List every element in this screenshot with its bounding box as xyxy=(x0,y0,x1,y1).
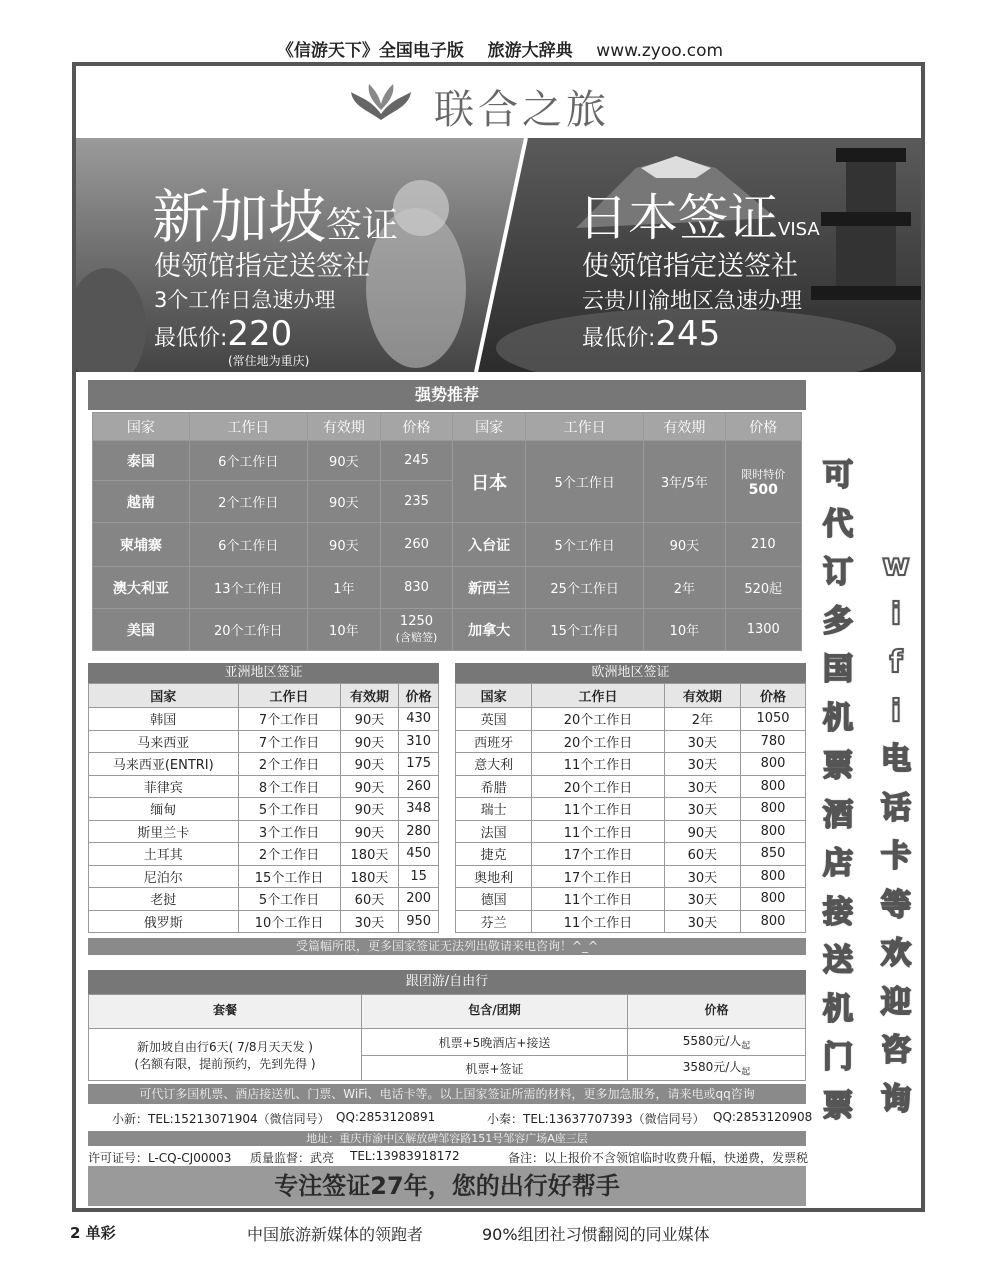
price-cell: 800 xyxy=(741,798,806,821)
europe-title: 欧洲地区签证 xyxy=(455,663,806,683)
price-cell: 780 xyxy=(741,730,806,753)
workdays-cell: 5个工作日 xyxy=(526,441,644,523)
side-char: 询 xyxy=(881,1081,911,1117)
workdays-cell: 8个工作日 xyxy=(238,775,340,798)
side-char: w xyxy=(882,548,910,583)
quality-supervisor: 质量监督：武亮 xyxy=(250,1151,335,1165)
workdays-cell: 5个工作日 xyxy=(238,888,340,911)
workdays-cell: 20个工作日 xyxy=(532,730,665,753)
japan-title: 日本签证VISA xyxy=(578,189,820,247)
country-cell: 日本 xyxy=(453,441,526,523)
table-row xyxy=(456,753,806,776)
table-row xyxy=(456,730,806,753)
option-cell: 机票+5晚酒店+接送 xyxy=(362,1029,628,1056)
price-cell: 830 xyxy=(380,567,452,609)
price-cell: 15 xyxy=(399,865,439,888)
europe-visa-table xyxy=(455,683,806,933)
workdays-cell: 2个工作日 xyxy=(189,481,307,523)
price-cell xyxy=(380,609,452,651)
validity-cell: 1年 xyxy=(307,567,380,609)
package-cell xyxy=(89,1029,362,1081)
page-number: 2 单彩 xyxy=(70,1224,116,1242)
col-header: 价格 xyxy=(725,413,801,441)
country-cell: 韩国 xyxy=(89,708,239,731)
price-cell: 175 xyxy=(399,753,439,776)
col-header: 工作日 xyxy=(238,684,340,708)
country-cell: 意大利 xyxy=(456,753,532,776)
japan-line1: 使领馆指定送签社 xyxy=(582,251,798,282)
workdays-cell: 17个工作日 xyxy=(532,865,665,888)
side-text-services xyxy=(818,452,858,1131)
validity-cell: 60天 xyxy=(340,888,399,911)
table-row xyxy=(456,798,806,821)
validity-cell: 30天 xyxy=(664,775,740,798)
country-cell: 英国 xyxy=(456,708,532,731)
col-header: 工作日 xyxy=(526,413,644,441)
table-row xyxy=(89,820,439,843)
validity-cell: 10年 xyxy=(644,609,725,651)
price-cell: 3580元/人$_起$ xyxy=(628,1056,806,1081)
side-char: 咨 xyxy=(881,1033,911,1068)
country-cell: 法国 xyxy=(456,820,532,843)
side-char: 话 xyxy=(881,790,911,826)
workdays-cell: 7个工作日 xyxy=(238,708,340,731)
country-cell: 西班牙 xyxy=(456,730,532,753)
table-row xyxy=(89,798,439,821)
country-cell: 瑞士 xyxy=(456,798,532,821)
table-row xyxy=(93,567,802,609)
validity-cell: 2年 xyxy=(664,708,740,731)
notice-bar: 受篇幅所限，更多国家签证无法列出敬请来电咨询！^_^ xyxy=(88,938,806,955)
side-char: 店 xyxy=(823,846,853,881)
singapore-price: 最低价:220 xyxy=(154,314,293,354)
col-header: 国家 xyxy=(456,684,532,708)
side-char: 可 xyxy=(823,458,853,493)
country-cell: 捷克 xyxy=(456,843,532,866)
contact-2: 小秦：TEL:13637707393（微信同号） xyxy=(487,1112,705,1126)
workdays-cell: 5个工作日 xyxy=(526,523,644,567)
table-row xyxy=(89,753,439,776)
table-row xyxy=(456,708,806,731)
price-cell: 260 xyxy=(380,523,452,567)
table-row xyxy=(456,910,806,933)
validity-cell: 30天 xyxy=(664,865,740,888)
validity-cell: 90天 xyxy=(340,820,399,843)
table-row xyxy=(456,843,806,866)
japan-price: 最低价:245 xyxy=(582,314,721,354)
country-cell: 越南 xyxy=(93,481,190,523)
validity-cell: 30天 xyxy=(664,753,740,776)
country-cell: 土耳其 xyxy=(89,843,239,866)
featured-table xyxy=(92,412,802,651)
workdays-cell: 11个工作日 xyxy=(532,910,665,933)
side-char: i xyxy=(890,596,902,632)
workdays-cell: 13个工作日 xyxy=(189,567,307,609)
col-header: 国家 xyxy=(93,413,190,441)
country-cell: 斯里兰卡 xyxy=(89,820,239,843)
col-header: 有效期 xyxy=(340,684,399,708)
table-row xyxy=(89,910,439,933)
services-bar: 可代订多国机票、酒店接送机、门票、WiFi、电话卡等。以上国家签证所需的材料，更多加急服务，请来电或qq咨询 xyxy=(88,1084,806,1104)
col-header: 价格 xyxy=(741,684,806,708)
table-row xyxy=(93,609,802,651)
country-cell: 老挝 xyxy=(89,888,239,911)
workdays-cell: 11个工作日 xyxy=(532,888,665,911)
col-header: 价格 xyxy=(628,995,806,1029)
validity-cell: 90天 xyxy=(664,820,740,843)
tour-title: 跟团游/自由行 xyxy=(88,970,806,994)
address-bar: 地址：重庆市渝中区解放碑邹容路151号邹容广场A座三层 xyxy=(88,1131,806,1146)
slogan-bar: 专注签证27年，您的出行好帮手 xyxy=(88,1166,806,1206)
col-header: 套餐 xyxy=(89,995,362,1029)
validity-cell: 90天 xyxy=(307,523,380,567)
validity-cell: 90天 xyxy=(644,523,725,567)
option-cell: 机票+签证 xyxy=(362,1056,628,1081)
side-char: 门 xyxy=(823,1040,853,1075)
workdays-cell: 2个工作日 xyxy=(238,753,340,776)
validity-cell: 90天 xyxy=(340,798,399,821)
price-value: 1250 xyxy=(399,614,434,629)
country-cell: 马来西亚 xyxy=(89,730,239,753)
license-number: 许可证号：L-CQ-CJ00003 xyxy=(88,1151,232,1165)
qq-2: QQ:2853120908 xyxy=(713,1110,813,1124)
col-header: 有效期 xyxy=(644,413,725,441)
supervisor-tel: TEL:13983918172 xyxy=(350,1149,460,1163)
validity-cell: 90天 xyxy=(307,441,380,481)
validity-cell: 30天 xyxy=(664,730,740,753)
price-cell: 800 xyxy=(741,865,806,888)
table-row xyxy=(456,888,806,911)
singapore-title: 新加坡签证 xyxy=(152,183,399,251)
package-name: 新加坡自由行6天( 7/8月天天发 ) xyxy=(137,1039,313,1054)
table-row xyxy=(89,730,439,753)
country-cell: 马来西亚(ENTRI) xyxy=(89,753,239,776)
country-cell: 德国 xyxy=(456,888,532,911)
validity-cell: 60天 xyxy=(664,843,740,866)
price-cell xyxy=(725,441,801,523)
table-row xyxy=(456,820,806,843)
col-header: 国家 xyxy=(453,413,526,441)
price-cell: 280 xyxy=(399,820,439,843)
col-header: 价格 xyxy=(399,684,439,708)
workdays-cell: 20个工作日 xyxy=(532,708,665,731)
validity-cell: 90天 xyxy=(340,708,399,731)
side-char: 卡 xyxy=(881,839,911,874)
publication-name: 《信游天下》全国电子版 xyxy=(276,41,464,61)
side-char: f xyxy=(889,645,903,680)
table-row xyxy=(456,775,806,798)
table-row xyxy=(93,441,802,481)
country-cell: 美国 xyxy=(93,609,190,651)
price-cell: 800 xyxy=(741,753,806,776)
asia-visa-table xyxy=(88,683,439,933)
workdays-cell: 6个工作日 xyxy=(189,523,307,567)
side-char: 代 xyxy=(823,506,853,542)
side-char: 机 xyxy=(823,700,853,736)
price-cell: 1050 xyxy=(741,708,806,731)
price-cell: 430 xyxy=(399,708,439,731)
price-cell: 950 xyxy=(399,910,439,933)
table-row xyxy=(89,888,439,911)
side-char: 机 xyxy=(823,991,853,1027)
validity-cell: 30天 xyxy=(664,798,740,821)
price-cell: 235 xyxy=(380,481,452,523)
price-cell: 348 xyxy=(399,798,439,821)
workdays-cell: 6个工作日 xyxy=(189,441,307,481)
price-cell: 850 xyxy=(741,843,806,866)
japan-line2: 云贵川渝地区急速办理 xyxy=(582,289,803,314)
col-header: 有效期 xyxy=(307,413,380,441)
validity-cell: 2年 xyxy=(644,567,725,609)
workdays-cell: 15个工作日 xyxy=(526,609,644,651)
side-char: 电 xyxy=(881,742,911,777)
price-cell: 310 xyxy=(399,730,439,753)
col-header: 工作日 xyxy=(532,684,665,708)
validity-cell: 90天 xyxy=(340,753,399,776)
validity-cell: 180天 xyxy=(340,843,399,866)
footer-tagline-2: 90%组团社习惯翻阅的同业媒体 xyxy=(482,1225,710,1244)
validity-cell: 30天 xyxy=(664,888,740,911)
col-header: 价格 xyxy=(380,413,452,441)
workdays-cell: 7个工作日 xyxy=(238,730,340,753)
side-text-wifi xyxy=(876,542,916,1124)
validity-cell: 90天 xyxy=(340,775,399,798)
price-note: (含赔签) xyxy=(395,631,438,644)
workdays-cell: 15个工作日 xyxy=(238,865,340,888)
country-cell: 芬兰 xyxy=(456,910,532,933)
table-row xyxy=(93,523,802,567)
singapore-line2: 3个工作日急速办理 xyxy=(154,288,336,312)
qq-1: QQ:2853120891 xyxy=(336,1110,436,1124)
country-cell: 入台证 xyxy=(453,523,526,567)
country-cell: 加拿大 xyxy=(453,609,526,651)
workdays-cell: 5个工作日 xyxy=(238,798,340,821)
promo-price: 500 xyxy=(748,481,778,498)
side-char: 票 xyxy=(823,749,853,784)
table-row xyxy=(89,865,439,888)
validity-cell: 180天 xyxy=(340,865,399,888)
side-char: 订 xyxy=(823,555,853,590)
workdays-cell: 17个工作日 xyxy=(532,843,665,866)
price-cell: 1300 xyxy=(725,609,801,651)
country-cell: 新西兰 xyxy=(453,567,526,609)
publication-header xyxy=(0,36,1000,61)
country-cell: 缅甸 xyxy=(89,798,239,821)
country-cell: 奥地利 xyxy=(456,865,532,888)
price-cell: 210 xyxy=(725,523,801,567)
brand-name: 联合之旅 xyxy=(434,87,610,133)
price-cell: 520起 xyxy=(725,567,801,609)
price-cell: 800 xyxy=(741,775,806,798)
side-char: 欢 xyxy=(881,936,911,971)
side-char: 票 xyxy=(823,1088,853,1124)
price-cell: 245 xyxy=(380,441,452,481)
footer-tagline-1: 中国旅游新媒体的领跑者 xyxy=(247,1225,424,1244)
table-row xyxy=(89,708,439,731)
singapore-note: (常住地为重庆) xyxy=(228,354,310,368)
validity-cell: 30天 xyxy=(664,910,740,933)
featured-title: 强势推荐 xyxy=(88,380,806,410)
workdays-cell: 25个工作日 xyxy=(526,567,644,609)
side-char: 国 xyxy=(823,652,853,687)
table-row xyxy=(89,1029,806,1056)
side-char: i xyxy=(890,693,902,729)
workdays-cell: 11个工作日 xyxy=(532,798,665,821)
workdays-cell: 3个工作日 xyxy=(238,820,340,843)
table-row xyxy=(456,865,806,888)
table-row xyxy=(89,843,439,866)
package-note: (名额有限，提前预约，先到先得 ) xyxy=(134,1056,316,1071)
side-char: 迎 xyxy=(881,984,911,1020)
col-header: 包含/团期 xyxy=(362,995,628,1029)
col-header: 国家 xyxy=(89,684,239,708)
country-cell: 尼泊尔 xyxy=(89,865,239,888)
asia-title: 亚洲地区签证 xyxy=(88,663,439,683)
website-link[interactable]: www.zyoo.com xyxy=(596,41,724,61)
country-cell: 泰国 xyxy=(93,441,190,481)
workdays-cell: 20个工作日 xyxy=(532,775,665,798)
workdays-cell: 11个工作日 xyxy=(532,820,665,843)
contact-1: 小新：TEL:15213071904（微信同号） xyxy=(112,1112,330,1126)
price-cell: 450 xyxy=(399,843,439,866)
country-cell: 希腊 xyxy=(456,775,532,798)
price-cell: 260 xyxy=(399,775,439,798)
section-name: 旅游大辞典 xyxy=(487,41,573,61)
table-row xyxy=(89,775,439,798)
country-cell: 澳大利亚 xyxy=(93,567,190,609)
validity-cell: 10年 xyxy=(307,609,380,651)
remark: 备注：以上报价不含领馆临时收费升幅，快递费，发票税 xyxy=(508,1151,809,1165)
visa-banner xyxy=(76,138,921,372)
price-cell: 5580元/人$_起$ xyxy=(628,1029,806,1056)
workdays-cell: 10个工作日 xyxy=(238,910,340,933)
country-cell: 俄罗斯 xyxy=(89,910,239,933)
price-cell: 200 xyxy=(399,888,439,911)
side-char: 送 xyxy=(823,943,853,978)
price-cell: 800 xyxy=(741,888,806,911)
col-header: 有效期 xyxy=(664,684,740,708)
tour-table xyxy=(88,994,806,1081)
workdays-cell: 20个工作日 xyxy=(189,609,307,651)
validity-cell: 90天 xyxy=(340,730,399,753)
promo-label: 限时特价 xyxy=(741,467,786,481)
country-cell: 菲律宾 xyxy=(89,775,239,798)
country-cell: 柬埔寨 xyxy=(93,523,190,567)
price-cell: 800 xyxy=(741,820,806,843)
validity-cell: 90天 xyxy=(307,481,380,523)
workdays-cell: 2个工作日 xyxy=(238,843,340,866)
side-char: 等 xyxy=(881,887,911,923)
side-char: 酒 xyxy=(823,797,853,833)
side-char: 接 xyxy=(823,894,853,930)
brand-logo-icon xyxy=(347,80,415,124)
col-header: 工作日 xyxy=(189,413,307,441)
validity-cell: 30天 xyxy=(340,910,399,933)
workdays-cell: 11个工作日 xyxy=(532,753,665,776)
singapore-line1: 使领馆指定送签社 xyxy=(154,251,370,282)
price-cell: 800 xyxy=(741,910,806,933)
side-char: 多 xyxy=(823,603,853,639)
validity-cell: 3年/5年 xyxy=(644,441,725,523)
